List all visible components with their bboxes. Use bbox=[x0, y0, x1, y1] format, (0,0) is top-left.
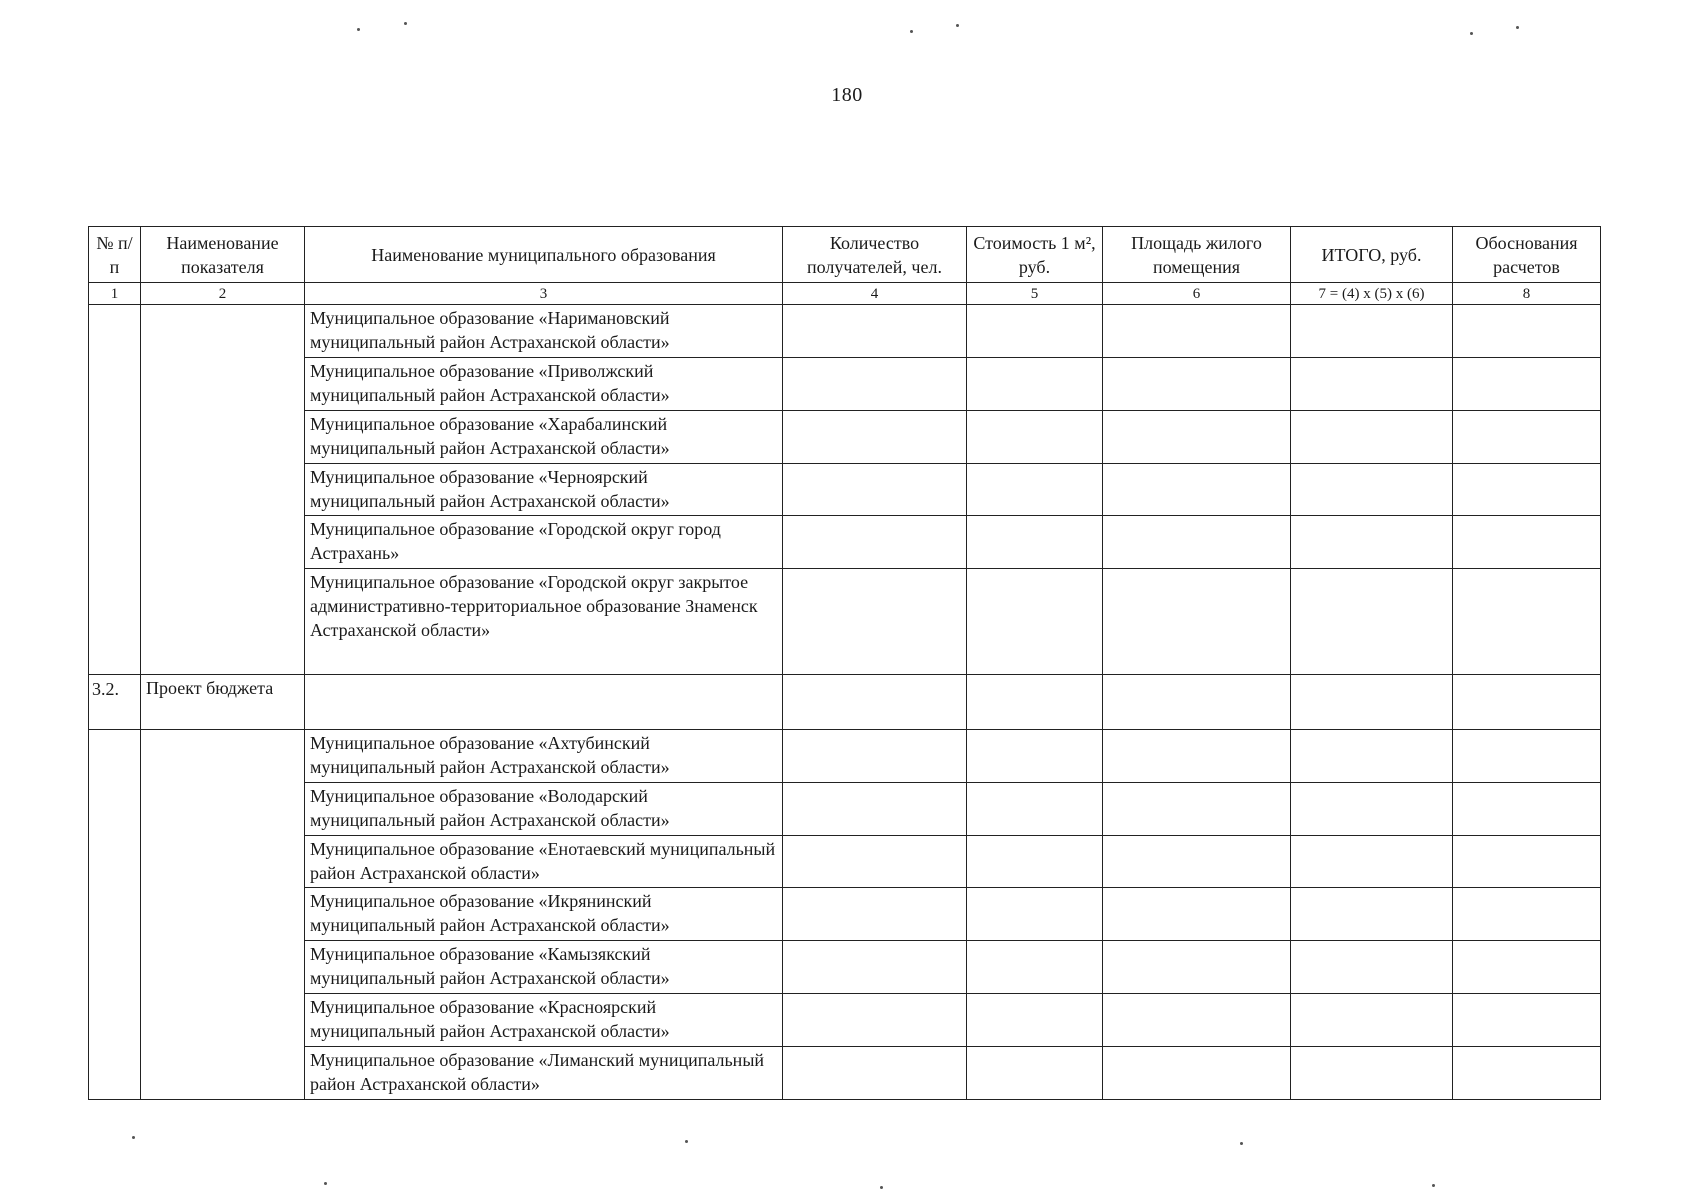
table-row bbox=[89, 941, 1601, 994]
total-cell bbox=[1291, 463, 1453, 516]
cost-cell bbox=[967, 410, 1103, 463]
section-row bbox=[89, 675, 1601, 730]
municipality-cell: Муниципальное образование «Наримановский муниципальный район Астраханской области» bbox=[305, 305, 783, 358]
area-cell bbox=[1103, 357, 1291, 410]
cost-cell bbox=[967, 729, 1103, 782]
total-cell bbox=[1291, 305, 1453, 358]
total-cell bbox=[1291, 994, 1453, 1047]
scan-speck bbox=[956, 24, 959, 27]
municipality-cell: Муниципальное образование «Лиманский муниципальный район Астраханской области» bbox=[305, 1047, 783, 1100]
recipients-cell bbox=[783, 941, 967, 994]
municipality-cell bbox=[305, 675, 783, 730]
header-row bbox=[89, 227, 1601, 283]
justification-cell bbox=[1453, 729, 1601, 782]
municipality-cell: Муниципальное образование «Приволжский муниципальный район Астраханской области» bbox=[305, 357, 783, 410]
area-cell bbox=[1103, 941, 1291, 994]
scan-speck bbox=[685, 1140, 688, 1143]
total-cell bbox=[1291, 357, 1453, 410]
scan-speck bbox=[1432, 1184, 1435, 1187]
area-cell bbox=[1103, 569, 1291, 675]
justification-cell bbox=[1453, 888, 1601, 941]
total-cell bbox=[1291, 1047, 1453, 1100]
justification-cell bbox=[1453, 569, 1601, 675]
total-cell bbox=[1291, 675, 1453, 730]
municipality-cell: Муниципальное образование «Енотаевский муниципальный район Астраханской области» bbox=[305, 835, 783, 888]
column-number: 7 = (4) x (5) x (6) bbox=[1291, 283, 1453, 305]
table-row bbox=[89, 994, 1601, 1047]
total-cell bbox=[1291, 516, 1453, 569]
recipients-cell bbox=[783, 569, 967, 675]
column-number: 8 bbox=[1453, 283, 1601, 305]
justification-cell bbox=[1453, 357, 1601, 410]
recipients-cell bbox=[783, 729, 967, 782]
row-number-cell bbox=[89, 729, 141, 1099]
row-number-cell bbox=[89, 305, 141, 675]
recipients-cell bbox=[783, 305, 967, 358]
justification-cell bbox=[1453, 463, 1601, 516]
municipality-cell: Муниципальное образование «Харабалинский муниципальный район Астраханской области» bbox=[305, 410, 783, 463]
scan-speck bbox=[910, 30, 913, 33]
table-row bbox=[89, 305, 1601, 358]
column-number: 2 bbox=[141, 283, 305, 305]
scan-speck bbox=[1516, 26, 1519, 29]
area-cell bbox=[1103, 782, 1291, 835]
area-cell bbox=[1103, 1047, 1291, 1100]
cost-cell bbox=[967, 569, 1103, 675]
indicator-cell bbox=[141, 305, 305, 675]
municipality-cell: Муниципальное образование «Володарский муниципальный район Астраханской области» bbox=[305, 782, 783, 835]
table-row bbox=[89, 463, 1601, 516]
cost-cell bbox=[967, 782, 1103, 835]
section-indicator: Проект бюджета bbox=[141, 675, 305, 730]
column-number: 4 bbox=[783, 283, 967, 305]
header-cell: Наименование показателя bbox=[141, 227, 305, 283]
indicator-cell bbox=[141, 729, 305, 1099]
budget-table bbox=[88, 226, 1601, 1100]
table-row bbox=[89, 357, 1601, 410]
recipients-cell bbox=[783, 994, 967, 1047]
cost-cell bbox=[967, 357, 1103, 410]
area-cell bbox=[1103, 463, 1291, 516]
area-cell bbox=[1103, 675, 1291, 730]
header-cell: ИТОГО, руб. bbox=[1291, 227, 1453, 283]
table-row bbox=[89, 569, 1601, 675]
justification-cell bbox=[1453, 835, 1601, 888]
recipients-cell bbox=[783, 463, 967, 516]
recipients-cell bbox=[783, 782, 967, 835]
scan-speck bbox=[1240, 1142, 1243, 1145]
total-cell bbox=[1291, 941, 1453, 994]
recipients-cell bbox=[783, 1047, 967, 1100]
scan-speck bbox=[1470, 32, 1473, 35]
scan-speck bbox=[880, 1186, 883, 1189]
header-cell: Обоснования расчетов bbox=[1453, 227, 1601, 283]
justification-cell bbox=[1453, 941, 1601, 994]
cost-cell bbox=[967, 941, 1103, 994]
header-cell: Количество получателей, чел. bbox=[783, 227, 967, 283]
table-row bbox=[89, 1047, 1601, 1100]
total-cell bbox=[1291, 729, 1453, 782]
total-cell bbox=[1291, 782, 1453, 835]
area-cell bbox=[1103, 516, 1291, 569]
justification-cell bbox=[1453, 305, 1601, 358]
municipality-cell: Муниципальное образование «Красноярский муниципальный район Астраханской области» bbox=[305, 994, 783, 1047]
recipients-cell bbox=[783, 675, 967, 730]
area-cell bbox=[1103, 729, 1291, 782]
scan-speck bbox=[324, 1182, 327, 1185]
scan-speck bbox=[404, 22, 407, 25]
justification-cell bbox=[1453, 994, 1601, 1047]
justification-cell bbox=[1453, 410, 1601, 463]
page-number: 180 bbox=[831, 84, 863, 106]
scan-speck bbox=[357, 28, 360, 31]
justification-cell bbox=[1453, 1047, 1601, 1100]
header-cell: Наименование муниципального образования bbox=[305, 227, 783, 283]
table-row bbox=[89, 782, 1601, 835]
cost-cell bbox=[967, 888, 1103, 941]
municipality-cell: Муниципальное образование «Камызякский муниципальный район Астраханской области» bbox=[305, 941, 783, 994]
municipality-cell: Муниципальное образование «Городской округ закрытое административно-территориальное образование Знаменск Астраханской области» bbox=[305, 569, 783, 675]
table-row bbox=[89, 729, 1601, 782]
column-number: 5 bbox=[967, 283, 1103, 305]
area-cell bbox=[1103, 888, 1291, 941]
table-row bbox=[89, 888, 1601, 941]
cost-cell bbox=[967, 994, 1103, 1047]
recipients-cell bbox=[783, 835, 967, 888]
area-cell bbox=[1103, 835, 1291, 888]
column-number: 1 bbox=[89, 283, 141, 305]
municipality-cell: Муниципальное образование «Городской округ город Астрахань» bbox=[305, 516, 783, 569]
cost-cell bbox=[967, 1047, 1103, 1100]
table-row bbox=[89, 835, 1601, 888]
municipality-cell: Муниципальное образование «Ахтубинский муниципальный район Астраханской области» bbox=[305, 729, 783, 782]
cost-cell bbox=[967, 305, 1103, 358]
header-cell: № п/п bbox=[89, 227, 141, 283]
table-row bbox=[89, 516, 1601, 569]
column-number-row bbox=[89, 283, 1601, 305]
justification-cell bbox=[1453, 675, 1601, 730]
total-cell bbox=[1291, 888, 1453, 941]
cost-cell bbox=[967, 516, 1103, 569]
column-number: 6 bbox=[1103, 283, 1291, 305]
area-cell bbox=[1103, 410, 1291, 463]
total-cell bbox=[1291, 410, 1453, 463]
scan-speck bbox=[132, 1136, 135, 1139]
justification-cell bbox=[1453, 516, 1601, 569]
area-cell bbox=[1103, 305, 1291, 358]
municipality-cell: Муниципальное образование «Черноярский муниципальный район Астраханской области» bbox=[305, 463, 783, 516]
justification-cell bbox=[1453, 782, 1601, 835]
recipients-cell bbox=[783, 888, 967, 941]
header-cell: Площадь жилого помещения bbox=[1103, 227, 1291, 283]
recipients-cell bbox=[783, 410, 967, 463]
total-cell bbox=[1291, 569, 1453, 675]
total-cell bbox=[1291, 835, 1453, 888]
recipients-cell bbox=[783, 516, 967, 569]
area-cell bbox=[1103, 994, 1291, 1047]
column-number: 3 bbox=[305, 283, 783, 305]
cost-cell bbox=[967, 835, 1103, 888]
table-row bbox=[89, 410, 1601, 463]
cost-cell bbox=[967, 463, 1103, 516]
section-number: 3.2. bbox=[89, 675, 141, 730]
municipality-cell: Муниципальное образование «Икрянинский муниципальный район Астраханской области» bbox=[305, 888, 783, 941]
cost-cell bbox=[967, 675, 1103, 730]
recipients-cell bbox=[783, 357, 967, 410]
header-cell: Стоимость 1 м², руб. bbox=[967, 227, 1103, 283]
